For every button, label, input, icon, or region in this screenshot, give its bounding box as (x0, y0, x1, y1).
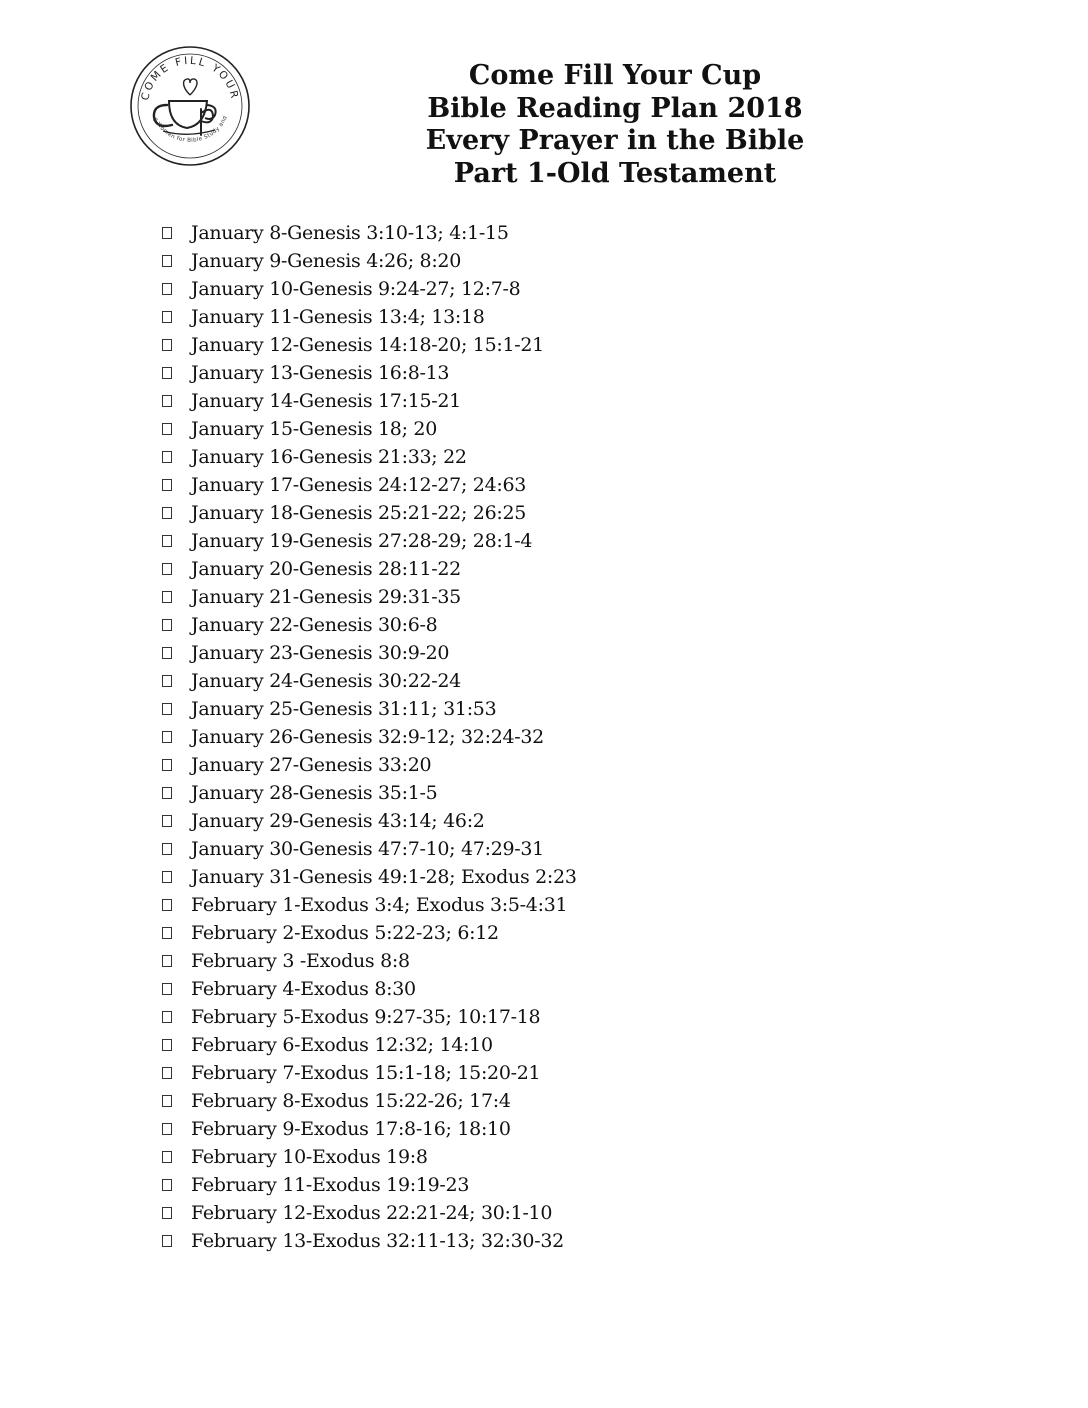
reading-label: January 8-Genesis 3:10-13; 4:1-15 (191, 222, 509, 244)
reading-label: January 21-Genesis 29:31-35 (191, 586, 461, 608)
reading-checkbox[interactable] (162, 367, 172, 379)
reading-label: February 4-Exodus 8:30 (191, 978, 416, 1000)
list-item (162, 667, 577, 695)
list-item (162, 331, 577, 359)
list-item (162, 583, 577, 611)
reading-label: January 19-Genesis 27:28-29; 28:1-4 (191, 530, 533, 552)
page-title (330, 60, 900, 190)
reading-label: January 26-Genesis 32:9-12; 32:24-32 (191, 726, 544, 748)
reading-checkbox[interactable] (162, 479, 172, 491)
reading-label: January 16-Genesis 21:33; 22 (191, 446, 467, 468)
list-item (162, 835, 577, 863)
reading-checkbox[interactable] (162, 283, 172, 295)
reading-checkbox[interactable] (162, 451, 172, 463)
reading-checkbox[interactable] (162, 423, 172, 435)
list-item (162, 863, 577, 891)
list-item (162, 751, 577, 779)
reading-checkbox[interactable] (162, 507, 172, 519)
reading-label: January 20-Genesis 28:11-22 (191, 558, 461, 580)
reading-checkbox[interactable] (162, 255, 172, 267)
reading-checkbox[interactable] (162, 843, 172, 855)
reading-label: January 15-Genesis 18; 20 (191, 418, 438, 440)
reading-checkbox[interactable] (162, 311, 172, 323)
reading-checkbox[interactable] (162, 983, 172, 995)
list-item (162, 471, 577, 499)
list-item (162, 1031, 577, 1059)
list-item (162, 275, 577, 303)
title-line-2: Bible Reading Plan 2018 (427, 92, 803, 124)
list-item (162, 1199, 577, 1227)
list-item (162, 723, 577, 751)
reading-checkbox[interactable] (162, 535, 172, 547)
reading-label: January 14-Genesis 17:15-21 (191, 390, 461, 412)
list-item (162, 1059, 577, 1087)
reading-label: January 18-Genesis 25:21-22; 26:25 (191, 502, 527, 524)
list-item (162, 219, 577, 247)
reading-checkbox[interactable] (162, 1151, 172, 1163)
reading-checkbox[interactable] (162, 563, 172, 575)
list-item (162, 1227, 577, 1255)
reading-label: January 17-Genesis 24:12-27; 24:63 (191, 474, 527, 496)
reading-checkbox[interactable] (162, 787, 172, 799)
reading-label: January 31-Genesis 49:1-28; Exodus 2:23 (191, 866, 577, 888)
list-item (162, 555, 577, 583)
reading-label: February 8-Exodus 15:22-26; 17:4 (191, 1090, 511, 1112)
title-line-4: Part 1-Old Testament (453, 157, 777, 189)
list-item (162, 807, 577, 835)
list-item (162, 975, 577, 1003)
list-item (162, 1171, 577, 1199)
logo-tagline: g Women for Bible Study and (151, 115, 229, 144)
list-item (162, 443, 577, 471)
reading-label: February 5-Exodus 9:27-35; 10:17-18 (191, 1006, 541, 1028)
list-item (162, 1143, 577, 1171)
list-item (162, 891, 577, 919)
reading-checkbox[interactable] (162, 675, 172, 687)
reading-label: January 24-Genesis 30:22-24 (191, 670, 461, 692)
reading-label: January 13-Genesis 16:8-13 (191, 362, 450, 384)
reading-checkbox[interactable] (162, 1039, 172, 1051)
list-item (162, 527, 577, 555)
reading-label: February 2-Exodus 5:22-23; 6:12 (191, 922, 499, 944)
reading-label: January 29-Genesis 43:14; 46:2 (191, 810, 485, 832)
reading-label: January 22-Genesis 30:6-8 (191, 614, 438, 636)
title-line-3: Every Prayer in the Bible (425, 125, 805, 156)
reading-checkbox[interactable] (162, 703, 172, 715)
reading-checkbox[interactable] (162, 591, 172, 603)
reading-checkbox[interactable] (162, 647, 172, 659)
reading-label: February 9-Exodus 17:8-16; 18:10 (191, 1118, 511, 1140)
reading-label: January 28-Genesis 35:1-5 (191, 782, 438, 804)
list-item (162, 1003, 577, 1031)
list-item (162, 247, 577, 275)
reading-label: January 25-Genesis 31:11; 31:53 (191, 698, 497, 720)
list-item (162, 779, 577, 807)
list-item (162, 639, 577, 667)
list-item (162, 695, 577, 723)
reading-checkbox[interactable] (162, 339, 172, 351)
reading-label: February 1-Exodus 3:4; Exodus 3:5-4:31 (191, 894, 568, 916)
list-item (162, 415, 577, 443)
reading-checkbox[interactable] (162, 955, 172, 967)
reading-checkbox[interactable] (162, 395, 172, 407)
reading-checkbox[interactable] (162, 731, 172, 743)
reading-checkbox[interactable] (162, 227, 172, 239)
reading-label: January 10-Genesis 9:24-27; 12:7-8 (191, 278, 521, 300)
coffee-cup-logo-icon (129, 45, 251, 167)
reading-label: February 3 -Exodus 8:8 (191, 950, 410, 972)
reading-label: February 10-Exodus 19:8 (191, 1146, 428, 1168)
reading-checkbox[interactable] (162, 759, 172, 771)
reading-label: January 23-Genesis 30:9-20 (191, 642, 450, 664)
reading-checkbox[interactable] (162, 619, 172, 631)
list-item (162, 919, 577, 947)
reading-label: February 7-Exodus 15:1-18; 15:20-21 (191, 1062, 541, 1084)
reading-checkbox[interactable] (162, 1207, 172, 1219)
list-item (162, 1115, 577, 1143)
reading-checkbox[interactable] (162, 899, 172, 911)
reading-label: January 30-Genesis 47:7-10; 47:29-31 (191, 838, 544, 860)
list-item (162, 499, 577, 527)
reading-checkbox[interactable] (162, 1235, 172, 1247)
title-line-1: Come Fill Your Cup (468, 60, 762, 91)
reading-checkbox[interactable] (162, 1067, 172, 1079)
reading-label: January 9-Genesis 4:26; 8:20 (191, 250, 462, 272)
list-item (162, 1087, 577, 1115)
list-item (162, 611, 577, 639)
list-item (162, 947, 577, 975)
reading-label: February 13-Exodus 32:11-13; 32:30-32 (191, 1230, 564, 1252)
reading-label: February 12-Exodus 22:21-24; 30:1-10 (191, 1202, 553, 1224)
reading-checkbox[interactable] (162, 871, 172, 883)
reading-checklist (162, 219, 577, 1255)
reading-checkbox[interactable] (162, 1179, 172, 1191)
reading-checkbox[interactable] (162, 1095, 172, 1107)
reading-label: February 6-Exodus 12:32; 14:10 (191, 1034, 493, 1056)
reading-label: January 11-Genesis 13:4; 13:18 (191, 306, 485, 328)
list-item (162, 387, 577, 415)
reading-label: January 12-Genesis 14:18-20; 15:1-21 (191, 334, 544, 356)
come-fill-your-cup-logo (129, 45, 251, 167)
list-item (162, 303, 577, 331)
list-item (162, 359, 577, 387)
reading-checkbox[interactable] (162, 815, 172, 827)
reading-label: February 11-Exodus 19:19-23 (191, 1174, 470, 1196)
svg-text:COME FILL YOUR: COME FILL YOUR (139, 54, 241, 102)
reading-checkbox[interactable] (162, 1123, 172, 1135)
reading-checkbox[interactable] (162, 927, 172, 939)
reading-checkbox[interactable] (162, 1011, 172, 1023)
reading-label: January 27-Genesis 33:20 (191, 754, 432, 776)
